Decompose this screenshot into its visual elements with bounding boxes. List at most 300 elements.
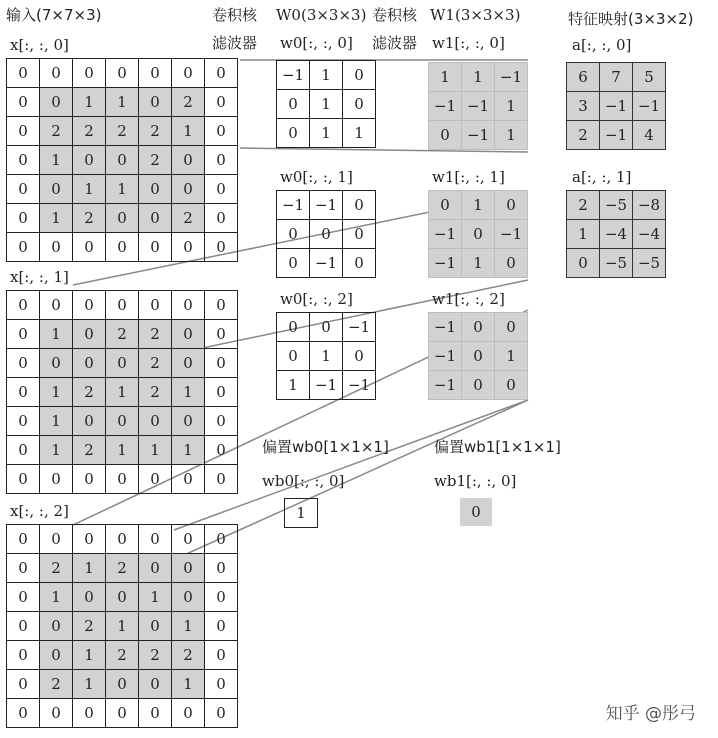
grid-cell: 0 <box>205 670 238 699</box>
grid-cell: 1 <box>277 371 310 400</box>
grid-cell: 2 <box>139 641 172 670</box>
grid-cell: −1 <box>310 371 343 400</box>
grid-row <box>277 342 376 371</box>
kernel-w1-channel-2 <box>428 312 528 400</box>
grid-cell: 1 <box>172 117 205 146</box>
grid-cell: 0 <box>205 525 238 554</box>
grid-cell: 0 <box>495 249 528 278</box>
grid-cell: 0 <box>205 612 238 641</box>
grid-cell: 1 <box>429 63 462 92</box>
grid-cell: 1 <box>172 612 205 641</box>
grid-cell: 2 <box>172 641 205 670</box>
grid-row <box>429 313 528 342</box>
grid-cell: 1 <box>139 436 172 465</box>
grid-cell: 0 <box>139 291 172 320</box>
grid-cell: 0 <box>73 291 106 320</box>
grid-cell: 0 <box>277 220 310 249</box>
grid-cell: 0 <box>205 146 238 175</box>
grid-cell: −1 <box>429 92 462 121</box>
grid-cell: 1 <box>106 175 139 204</box>
grid-cell: 0 <box>343 342 376 371</box>
grid-row <box>567 191 666 220</box>
grid-cell: 0 <box>40 59 73 88</box>
grid-cell: 0 <box>462 342 495 371</box>
grid-cell: 0 <box>7 378 40 407</box>
grid-cell: 1 <box>73 641 106 670</box>
grid-cell: 0 <box>495 191 528 220</box>
grid-cell: 2 <box>106 554 139 583</box>
grid-cell: 1 <box>310 342 343 371</box>
grid-cell: 0 <box>106 407 139 436</box>
grid-row <box>7 436 238 465</box>
grid-cell: 1 <box>40 407 73 436</box>
grid-cell: 0 <box>310 220 343 249</box>
grid-row <box>7 525 238 554</box>
grid-row <box>7 204 238 233</box>
grid-cell: 6 <box>567 63 600 92</box>
grid-cell: 0 <box>40 465 73 494</box>
grid-cell: 0 <box>205 699 238 728</box>
grid-cell: 0 <box>7 88 40 117</box>
grid-cell: 0 <box>567 249 600 278</box>
grid-cell: 0 <box>205 117 238 146</box>
grid-cell: −1 <box>462 121 495 150</box>
grid-cell: 0 <box>172 175 205 204</box>
grid-row <box>277 371 376 400</box>
grid-cell: 0 <box>73 525 106 554</box>
grid-cell: 4 <box>633 121 666 150</box>
grid-cell: 0 <box>172 465 205 494</box>
grid-cell: 2 <box>139 320 172 349</box>
grid-cell: 1 <box>73 670 106 699</box>
feature-map-1 <box>566 190 666 278</box>
grid-row <box>277 313 376 342</box>
a1-label: a[:, :, 1] <box>572 168 632 186</box>
grid-cell: 1 <box>172 378 205 407</box>
grid-cell: 1 <box>40 146 73 175</box>
grid-row <box>7 349 238 378</box>
grid-cell: 1 <box>172 436 205 465</box>
grid-cell: 0 <box>205 583 238 612</box>
grid-row <box>7 175 238 204</box>
grid-cell: 2 <box>106 641 139 670</box>
input-channel-2 <box>6 524 238 728</box>
grid-cell: 1 <box>106 436 139 465</box>
grid-cell: 0 <box>7 146 40 175</box>
grid-cell: 0 <box>7 349 40 378</box>
grid-cell: 0 <box>495 371 528 400</box>
grid-row <box>567 249 666 278</box>
grid-cell: 0 <box>7 554 40 583</box>
x2-label: x[:, :, 2] <box>10 502 69 520</box>
grid-cell: 0 <box>343 90 376 119</box>
grid-cell: 2 <box>73 436 106 465</box>
grid-row <box>277 220 376 249</box>
grid-cell: 1 <box>462 249 495 278</box>
grid-cell: 1 <box>139 583 172 612</box>
grid-cell: 0 <box>7 525 40 554</box>
grid-cell: 0 <box>7 117 40 146</box>
grid-row <box>7 378 238 407</box>
grid-cell: −1 <box>462 92 495 121</box>
grid-cell: 1 <box>106 88 139 117</box>
grid-row <box>429 371 528 400</box>
grid-cell: −1 <box>277 191 310 220</box>
grid-cell: 0 <box>277 249 310 278</box>
grid-cell: 0 <box>106 59 139 88</box>
grid-cell: 1 <box>106 378 139 407</box>
grid-cell: −4 <box>600 220 633 249</box>
grid-row <box>429 63 528 92</box>
grid-cell: 0 <box>106 349 139 378</box>
grid-cell: 0 <box>343 220 376 249</box>
grid-row <box>429 191 528 220</box>
w0-title-b: W0(3×3×3) <box>276 6 367 24</box>
grid-cell: 0 <box>172 525 205 554</box>
grid-cell: 1 <box>462 191 495 220</box>
grid-row <box>567 92 666 121</box>
grid-cell: 0 <box>462 220 495 249</box>
grid-cell: −5 <box>600 249 633 278</box>
grid-cell: 0 <box>73 699 106 728</box>
grid-cell: 0 <box>139 612 172 641</box>
grid-cell: 0 <box>73 583 106 612</box>
grid-cell: 2 <box>139 378 172 407</box>
grid-cell: 1 <box>310 61 343 90</box>
grid-cell: −1 <box>495 220 528 249</box>
grid-cell: 0 <box>139 525 172 554</box>
grid-cell: 1 <box>40 204 73 233</box>
w1-1-label: w1[:, :, 1] <box>432 168 505 186</box>
grid-cell: 0 <box>106 146 139 175</box>
bias1-value: 0 <box>460 498 492 526</box>
kernel-w1-channel-0 <box>428 62 528 150</box>
grid-cell: 0 <box>40 641 73 670</box>
grid-cell: 0 <box>40 525 73 554</box>
bias1-title: 偏置wb1[1×1×1] <box>434 438 561 456</box>
grid-cell: 0 <box>73 407 106 436</box>
grid-cell: 0 <box>343 249 376 278</box>
grid-cell: 2 <box>73 612 106 641</box>
grid-row <box>7 291 238 320</box>
grid-row <box>567 220 666 249</box>
grid-row <box>429 342 528 371</box>
watermark: 知乎 @彤弓 <box>605 704 696 724</box>
input-channel-1 <box>6 290 238 494</box>
grid-row <box>7 233 238 262</box>
grid-cell: 0 <box>205 233 238 262</box>
grid-cell: 0 <box>40 291 73 320</box>
grid-cell: 0 <box>7 699 40 728</box>
grid-cell: 0 <box>277 313 310 342</box>
grid-cell: 0 <box>205 465 238 494</box>
grid-cell: −5 <box>600 191 633 220</box>
grid-cell: 0 <box>106 204 139 233</box>
x0-label: x[:, :, 0] <box>10 36 69 54</box>
grid-row <box>277 61 376 90</box>
w1-title-a: 卷积核 <box>372 6 418 24</box>
grid-cell: 0 <box>139 699 172 728</box>
grid-cell: 0 <box>495 313 528 342</box>
grid-row <box>277 249 376 278</box>
grid-cell: 0 <box>7 583 40 612</box>
grid-cell: −1 <box>600 92 633 121</box>
grid-cell: 2 <box>73 378 106 407</box>
w1-sub-a: 滤波器 <box>372 34 418 52</box>
grid-cell: 1 <box>495 121 528 150</box>
grid-cell: 0 <box>7 204 40 233</box>
grid-cell: 0 <box>73 349 106 378</box>
grid-cell: 0 <box>106 670 139 699</box>
grid-row <box>7 612 238 641</box>
grid-cell: −5 <box>633 249 666 278</box>
grid-cell: 0 <box>139 175 172 204</box>
grid-cell: 0 <box>139 88 172 117</box>
grid-cell: −4 <box>633 220 666 249</box>
grid-cell: 1 <box>73 554 106 583</box>
grid-cell: 0 <box>106 291 139 320</box>
grid-cell: −1 <box>429 249 462 278</box>
grid-cell: 0 <box>205 291 238 320</box>
grid-cell: 0 <box>172 291 205 320</box>
grid-row <box>7 117 238 146</box>
grid-cell: 0 <box>7 436 40 465</box>
grid-cell: 0 <box>139 59 172 88</box>
grid-cell: 1 <box>73 88 106 117</box>
grid-row <box>7 670 238 699</box>
grid-row <box>7 699 238 728</box>
grid-cell: −1 <box>343 371 376 400</box>
grid-cell: 2 <box>172 88 205 117</box>
grid-cell: −1 <box>429 220 462 249</box>
grid-row <box>429 220 528 249</box>
grid-cell: 0 <box>205 349 238 378</box>
grid-cell: −1 <box>343 313 376 342</box>
grid-cell: 1 <box>495 342 528 371</box>
grid-cell: 0 <box>205 554 238 583</box>
grid-cell: 2 <box>73 117 106 146</box>
grid-cell: 0 <box>462 371 495 400</box>
grid-cell: 0 <box>205 378 238 407</box>
grid-cell: 0 <box>277 90 310 119</box>
grid-cell: 0 <box>7 175 40 204</box>
grid-cell: 0 <box>172 320 205 349</box>
grid-cell: 5 <box>633 63 666 92</box>
grid-cell: 0 <box>277 119 310 148</box>
grid-row <box>7 59 238 88</box>
output-title: 特征映射(3×3×2) <box>568 10 694 28</box>
grid-cell: 0 <box>106 465 139 494</box>
w1-0-label: w1[:, :, 0] <box>432 34 505 52</box>
w1-title-b: W1(3×3×3) <box>430 6 521 24</box>
grid-cell: 0 <box>40 175 73 204</box>
a0-label: a[:, :, 0] <box>572 36 632 54</box>
grid-row <box>429 121 528 150</box>
grid-cell: 0 <box>73 465 106 494</box>
grid-cell: 2 <box>567 191 600 220</box>
grid-cell: 0 <box>106 699 139 728</box>
grid-cell: 0 <box>139 554 172 583</box>
grid-cell: 0 <box>205 59 238 88</box>
grid-cell: 2 <box>172 204 205 233</box>
grid-cell: 0 <box>205 407 238 436</box>
grid-row <box>7 88 238 117</box>
grid-cell: 0 <box>73 59 106 88</box>
grid-row <box>277 119 376 148</box>
grid-cell: 0 <box>205 88 238 117</box>
grid-cell: 1 <box>310 119 343 148</box>
grid-cell: −8 <box>633 191 666 220</box>
grid-cell: 0 <box>40 699 73 728</box>
input-title: 输入(7×7×3) <box>6 6 102 24</box>
grid-row <box>567 63 666 92</box>
grid-cell: 0 <box>172 349 205 378</box>
kernel-w0-channel-1 <box>276 190 376 278</box>
grid-cell: 0 <box>172 583 205 612</box>
grid-cell: 0 <box>40 88 73 117</box>
grid-cell: 0 <box>106 233 139 262</box>
grid-row <box>277 90 376 119</box>
w0-title-a: 卷积核 <box>212 6 258 24</box>
grid-cell: 0 <box>7 465 40 494</box>
grid-cell: 2 <box>567 121 600 150</box>
grid-cell: 0 <box>172 59 205 88</box>
grid-row <box>7 407 238 436</box>
grid-cell: 0 <box>139 407 172 436</box>
grid-cell: 2 <box>106 117 139 146</box>
grid-cell: 1 <box>106 612 139 641</box>
grid-cell: 1 <box>310 90 343 119</box>
feature-map-0 <box>566 62 666 150</box>
grid-cell: −1 <box>633 92 666 121</box>
grid-cell: 1 <box>343 119 376 148</box>
grid-cell: 1 <box>40 436 73 465</box>
grid-cell: −1 <box>277 61 310 90</box>
grid-row <box>7 146 238 175</box>
grid-cell: 2 <box>139 349 172 378</box>
grid-row <box>277 191 376 220</box>
grid-cell: 0 <box>7 612 40 641</box>
grid-cell: 0 <box>40 233 73 262</box>
grid-cell: 1 <box>40 320 73 349</box>
grid-cell: 1 <box>40 583 73 612</box>
grid-cell: 0 <box>7 291 40 320</box>
grid-cell: 0 <box>310 313 343 342</box>
grid-cell: 0 <box>205 175 238 204</box>
input-channel-0 <box>6 58 238 262</box>
grid-cell: 2 <box>40 670 73 699</box>
grid-row <box>429 92 528 121</box>
grid-cell: 0 <box>343 191 376 220</box>
grid-cell: 1 <box>462 63 495 92</box>
grid-row <box>7 320 238 349</box>
grid-cell: 0 <box>277 342 310 371</box>
grid-cell: 2 <box>139 117 172 146</box>
grid-row <box>7 583 238 612</box>
grid-cell: 0 <box>7 233 40 262</box>
kernel-w0-channel-2 <box>276 312 376 400</box>
grid-cell: 0 <box>40 612 73 641</box>
grid-cell: −1 <box>600 121 633 150</box>
bias0-title: 偏置wb0[1×1×1] <box>262 438 389 456</box>
grid-cell: 2 <box>73 204 106 233</box>
grid-cell: 2 <box>139 146 172 175</box>
w0-sub-a: 滤波器 <box>212 34 258 52</box>
grid-cell: 0 <box>205 436 238 465</box>
grid-cell: −1 <box>429 371 462 400</box>
grid-cell: 0 <box>7 641 40 670</box>
grid-cell: 0 <box>7 407 40 436</box>
grid-cell: 0 <box>429 121 462 150</box>
x1-label: x[:, :, 1] <box>10 268 69 286</box>
grid-cell: −1 <box>310 191 343 220</box>
grid-cell: 0 <box>172 407 205 436</box>
grid-cell: 0 <box>205 320 238 349</box>
grid-cell: 0 <box>139 465 172 494</box>
grid-cell: 0 <box>172 699 205 728</box>
grid-cell: 0 <box>7 670 40 699</box>
grid-cell: 0 <box>429 191 462 220</box>
grid-row <box>429 249 528 278</box>
grid-cell: 0 <box>462 313 495 342</box>
grid-cell: −1 <box>495 63 528 92</box>
w0-1-label: w0[:, :, 1] <box>280 168 353 186</box>
grid-cell: 1 <box>172 670 205 699</box>
grid-cell: 0 <box>106 583 139 612</box>
grid-row <box>7 465 238 494</box>
grid-row <box>567 121 666 150</box>
grid-cell: 0 <box>106 525 139 554</box>
w1-2-label: w1[:, :, 2] <box>432 290 505 308</box>
bias0-value: 1 <box>284 498 318 528</box>
grid-cell: 7 <box>600 63 633 92</box>
grid-cell: 0 <box>172 146 205 175</box>
grid-cell: 0 <box>205 641 238 670</box>
grid-cell: 0 <box>73 233 106 262</box>
grid-cell: 0 <box>40 349 73 378</box>
grid-cell: 2 <box>106 320 139 349</box>
grid-cell: 0 <box>172 554 205 583</box>
grid-row <box>7 554 238 583</box>
grid-cell: 0 <box>139 233 172 262</box>
w0-2-label: w0[:, :, 2] <box>280 290 353 308</box>
grid-cell: 0 <box>205 204 238 233</box>
bias1-sub: wb1[:, :, 0] <box>434 472 517 490</box>
grid-row <box>7 641 238 670</box>
grid-cell: −1 <box>429 342 462 371</box>
grid-cell: 0 <box>7 59 40 88</box>
w0-0-label: w0[:, :, 0] <box>280 34 353 52</box>
grid-cell: 1 <box>73 175 106 204</box>
grid-cell: −1 <box>429 313 462 342</box>
grid-cell: 1 <box>495 92 528 121</box>
grid-cell: 1 <box>40 378 73 407</box>
grid-cell: 0 <box>139 670 172 699</box>
grid-cell: 0 <box>73 146 106 175</box>
grid-cell: 0 <box>343 61 376 90</box>
grid-cell: 3 <box>567 92 600 121</box>
grid-cell: −1 <box>310 249 343 278</box>
grid-cell: 0 <box>73 320 106 349</box>
grid-cell: 0 <box>7 320 40 349</box>
grid-cell: 1 <box>567 220 600 249</box>
grid-cell: 2 <box>40 117 73 146</box>
grid-cell: 0 <box>139 204 172 233</box>
kernel-w1-channel-1 <box>428 190 528 278</box>
kernel-w0-channel-0 <box>276 60 376 148</box>
grid-cell: 0 <box>172 233 205 262</box>
grid-cell: 2 <box>40 554 73 583</box>
